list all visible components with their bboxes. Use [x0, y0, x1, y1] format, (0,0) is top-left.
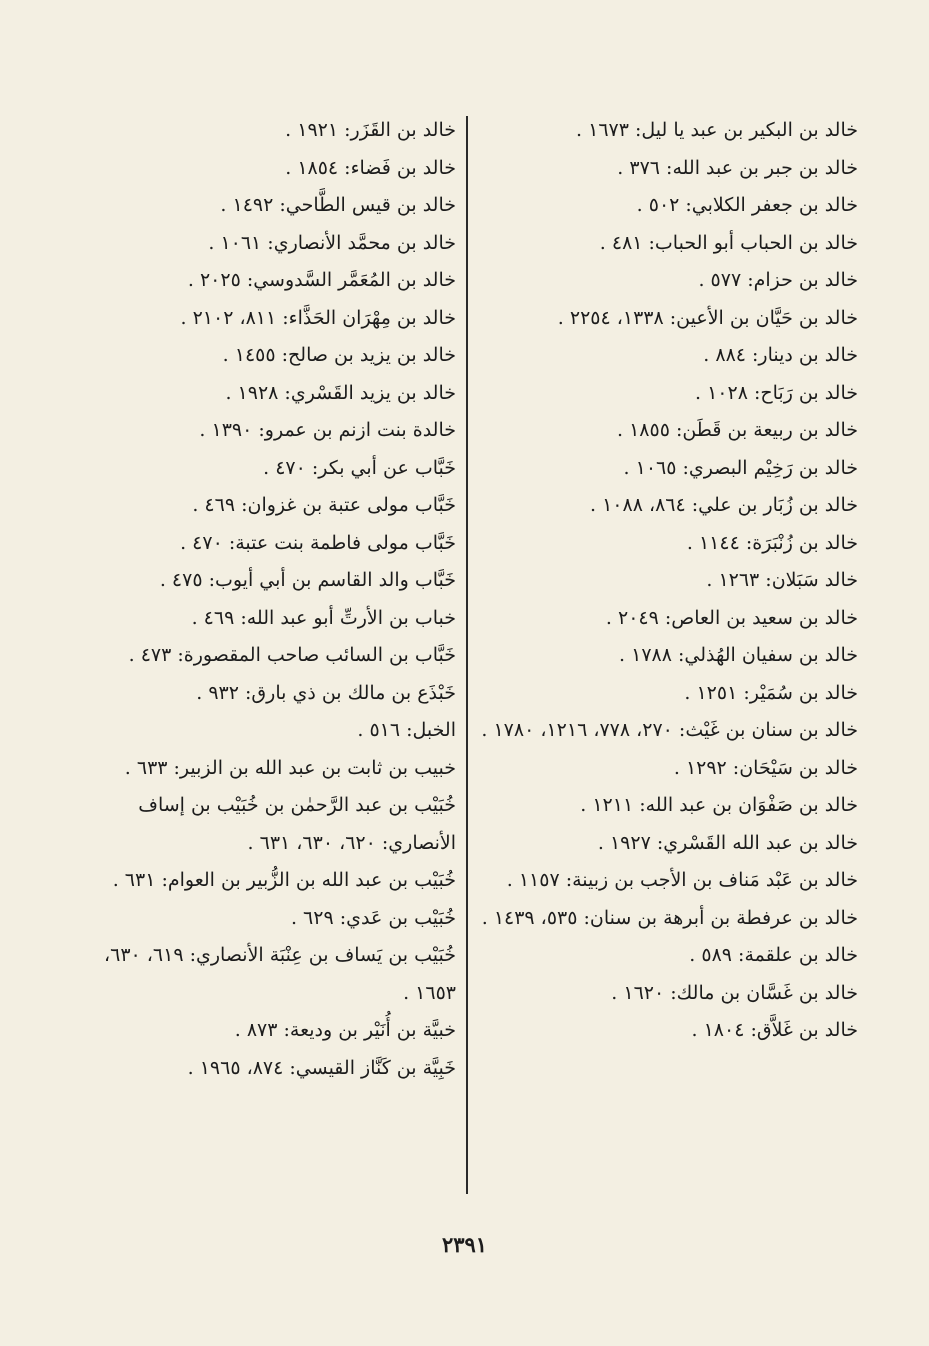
index-entry: خَبَّاب والد القاسم بن أبي أيوب: ٤٧٥ .: [159, 569, 456, 591]
index-entry: خالد بن دينار: ٨٨٤ .: [703, 344, 858, 366]
index-entry: خَبَّاب بن السائب صاحب المقصورة: ٤٧٣ .: [128, 644, 456, 666]
column-divider: [466, 116, 468, 1194]
index-entry: خالد بن يزيد القَسْري: ١٩٢٨ .: [225, 381, 456, 404]
index-entry: خُبَيْب بن يَساف بن عِنْبَة الأنصاري: ٦١٩، ٦٣٠، ١٦٥٣ .: [103, 944, 456, 1004]
index-entry: خالد بن زُنْبَرَة: ١١٤٤ .: [686, 531, 858, 554]
index-entry: خباب بن الأرتِّ أبو عبد الله: ٤٦٩ .: [191, 606, 456, 629]
index-entry: خالد بن سعيد بن العاص: ٢٠٤٩ .: [605, 606, 858, 629]
index-entry: خالد بن جعفر الكلابي: ٥٠٢ .: [636, 194, 858, 216]
index-entry: خالد سَبَلان: ١٢٦٣ .: [706, 569, 858, 591]
index-entry: خُبَيْب بن عبد الله بن الزُّبير بن العوام: ٦٣١ .: [112, 869, 456, 891]
index-entry: خالد بن المُعَمَّر السَّدوسي: ٢٠٢٥ .: [187, 269, 456, 291]
index-entry: خبيَّة بن أُنَيْر بن وديعة: ٨٧٣ .: [234, 1019, 456, 1041]
index-entry: خالد بن حَيَّان بن الأعين: ١٣٣٨، ٢٢٥٤ .: [557, 306, 858, 329]
page-number: ٢٣٩١: [441, 1232, 488, 1257]
index-entry: خالد بن الحباب أبو الحباب: ٤٨١ .: [599, 231, 858, 254]
index-entry: خالد بن فَضاء: ١٨٥٤ .: [285, 156, 456, 179]
index-entry: خالد بن غَلاَّق: ١٨٠٤ .: [691, 1019, 858, 1041]
index-entry: خالد بن رَخِيْم البصري: ١٠٦٥ .: [623, 456, 858, 479]
index-entry: خالد بن القَزَر: ١٩٢١ .: [285, 119, 456, 141]
left-column: [76, 112, 456, 1087]
right-column: [478, 112, 858, 1050]
index-entry: خالد بن زُبَار بن علي: ٨٦٤، ١٠٨٨ .: [589, 494, 858, 516]
index-entry: خالد بن صَفْوَان بن عبد الله: ١٢١١ .: [580, 794, 858, 816]
index-entry: خالد بن مِهْرَان الحَذَّاء: ٨١١، ٢١٠٢ .: [180, 306, 456, 329]
index-entry: خالد بن حزام: ٥٧٧ .: [698, 269, 858, 291]
index-entry: خَبَّاب مولى عتبة بن غزوان: ٤٦٩ .: [192, 494, 456, 516]
index-entry: خَبَّاب مولى فاطمة بنت عتبة: ٤٧٠ .: [180, 531, 456, 554]
index-entry: خالد بن سُمَيْر: ١٢٥١ .: [684, 681, 858, 704]
index-entry: خالد بن محمَّد الأنصاري: ١٠٦١ .: [208, 231, 456, 254]
index-entry: خالد بن عَبْد مَناف بن الأجب بن زبينة: ١١٥٧ .: [506, 869, 858, 891]
index-entry: خَبِيَّة بن كَنَّاز القيسي: ٨٧٤، ١٩٦٥ .: [187, 1056, 456, 1079]
index-entry: خالدة بنت ازنم بن عمرو: ١٣٩٠ .: [199, 419, 456, 441]
index-entry: خُبَيْب بن عَدي: ٦٢٩ .: [290, 906, 456, 929]
index-entry: خالد بن رَبَاح: ١٠٢٨ .: [694, 381, 858, 404]
index-entry: خَبَّاب عن أبي بكر: ٤٧٠ .: [263, 456, 456, 479]
index-entry: خالد بن سنان بن غَيْث: ٢٧٠، ٧٧٨، ١٢١٦، ١٧٨٠ .: [481, 719, 858, 741]
index-entry: خبيب بن ثابت بن عبد الله بن الزبير: ٦٣٣ .: [124, 756, 456, 779]
index-entry: خالد بن البكير بن عبد يا ليل: ١٦٧٣ .: [576, 119, 858, 141]
index-entry: خالد بن يزيد بن صالح: ١٤٥٥ .: [222, 344, 456, 366]
index-entry: خالد بن عرفطة بن أبرهة بن سنان: ٥٣٥، ١٤٣٩ .: [481, 906, 858, 929]
index-entry: خَبْذَع بن مالك بن ذي بارق: ٩٣٢ .: [196, 681, 456, 704]
index-entry: خالد بن ربيعة بن قَطَن: ١٨٥٥ .: [616, 419, 858, 441]
index-entry: خالد بن قيس الطَّاحي: ١٤٩٢ .: [220, 194, 456, 216]
index-entry: الخبل: ٥١٦ .: [357, 719, 456, 741]
index-entry: خُبَيْب بن عبد الرَّحمٰن بن خُبَيْب بن إساف الأنصاري: ٦٢٠، ٦٣٠، ٦٣١ .: [138, 794, 456, 854]
index-entry: خالد بن جبر بن عبد الله: ٣٧٦ .: [617, 156, 858, 179]
index-entry: خالد بن غَسَّان بن مالك: ١٦٢٠ .: [611, 981, 858, 1004]
index-entry: خالد بن سفيان الهُذلي: ١٧٨٨ .: [619, 644, 858, 666]
index-entry: خالد بن عبد الله القَسْري: ١٩٢٧ .: [597, 831, 858, 854]
index-entry: خالد بن علقمة: ٥٨٩ .: [689, 944, 858, 966]
index-entry: خالد بن سَيْحَان: ١٢٩٢ .: [673, 756, 858, 779]
